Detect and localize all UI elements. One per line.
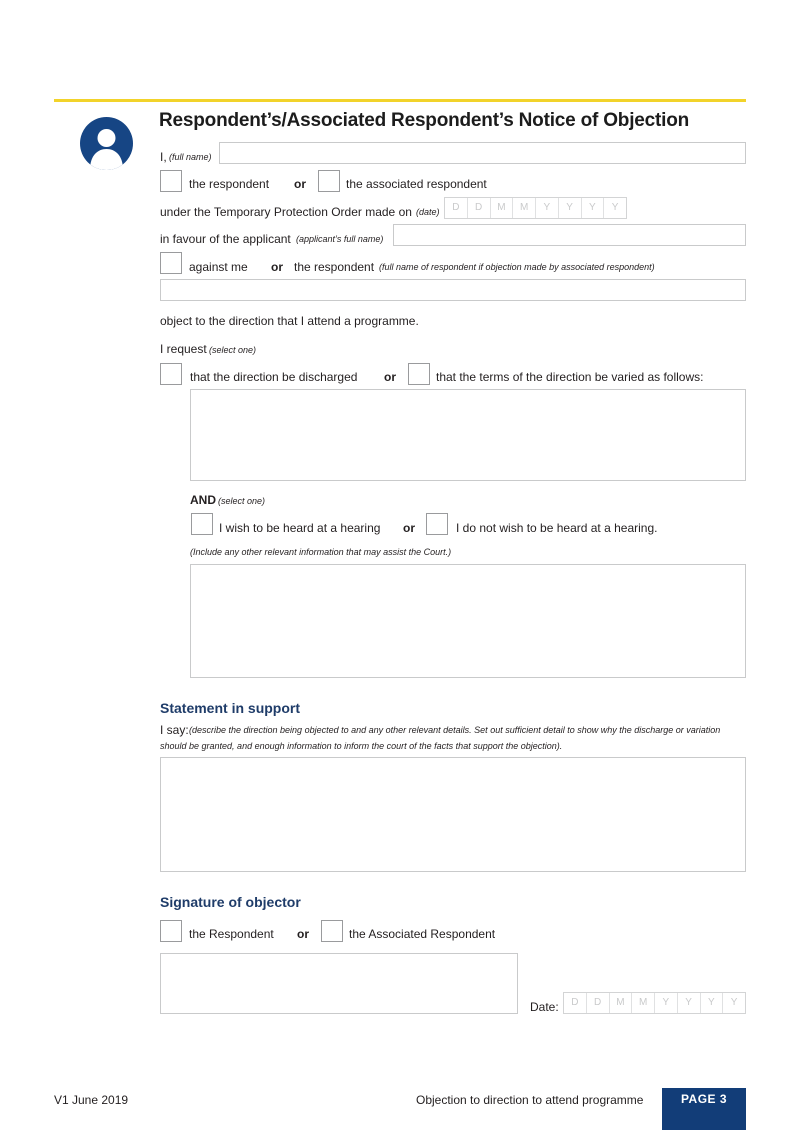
- associated-respondent-checkbox[interactable]: [318, 170, 340, 192]
- no-hearing-label: I do not wish to be heard at a hearing.: [456, 521, 658, 535]
- date-char: Y: [678, 993, 701, 1013]
- date-char: Y: [655, 993, 678, 1013]
- signature-associated-label: the Associated Respondent: [349, 927, 496, 941]
- i-say-label: I say:: [160, 723, 189, 737]
- footer-version: V1 June 2019: [54, 1093, 129, 1107]
- applicant-name-field[interactable]: [393, 224, 746, 246]
- full-name-hint: (full name): [169, 152, 212, 162]
- date-char: M: [610, 993, 633, 1013]
- signature-respondent-label: the Respondent: [189, 927, 274, 941]
- select-one-hint: (select one): [218, 496, 266, 506]
- respondent-name-hint: (full name of respondent if objection made by associated respondent): [379, 262, 655, 272]
- full-name-field[interactable]: [219, 142, 746, 164]
- and-label: AND: [190, 493, 216, 507]
- date-hint: (date): [416, 207, 440, 217]
- against-me-label: against me: [189, 260, 248, 274]
- no-hearing-checkbox[interactable]: [426, 513, 448, 535]
- signature-date-field[interactable]: [563, 992, 746, 1014]
- or-label: or: [271, 260, 283, 274]
- varied-label: that the terms of the direction be varied as follows:: [436, 370, 704, 384]
- statement-heading: Statement in support: [160, 700, 301, 716]
- person-icon: [80, 117, 133, 170]
- date-char: Y: [536, 198, 559, 218]
- signature-date-label: Date:: [530, 1000, 559, 1014]
- request-label: I request: [160, 342, 207, 356]
- statement-hint-line1: (describe the direction being objected to and any other relevant details. Set out sufficient detail to show why the discharge or variation: [189, 725, 721, 735]
- footer-doc-title: Objection to direction to attend programme: [416, 1093, 644, 1107]
- page-number-badge: [662, 1088, 746, 1130]
- order-label: under the Temporary Protection Order made on: [160, 205, 412, 219]
- date-char: D: [564, 993, 587, 1013]
- discharged-label: that the direction be discharged: [190, 370, 358, 384]
- signature-heading: Signature of objector: [160, 894, 301, 910]
- signature-field[interactable]: [160, 953, 518, 1014]
- date-char: Y: [611, 202, 619, 213]
- date-char: Y: [559, 198, 582, 218]
- include-hint: (Include any other relevant information that may assist the Court.): [190, 547, 452, 557]
- date-char: D: [445, 198, 468, 218]
- hearing-checkbox[interactable]: [191, 513, 213, 535]
- statement-hint-line2: should be granted, and enough information to inform the court of the facts that support the objection).: [160, 741, 563, 751]
- or-label: or: [403, 521, 415, 535]
- respondent-checkbox[interactable]: [160, 170, 182, 192]
- or-label: or: [384, 370, 396, 384]
- favour-label: in favour of the applicant: [160, 232, 291, 246]
- date-char: Y: [701, 993, 724, 1013]
- select-one-hint: (select one): [209, 345, 257, 355]
- or-label: or: [294, 177, 306, 191]
- additional-info-textarea[interactable]: [190, 564, 746, 678]
- i-label: I,: [160, 150, 167, 164]
- date-char: Y: [730, 997, 738, 1008]
- against-me-checkbox[interactable]: [160, 252, 182, 274]
- page-number: PAGE 3: [680, 1092, 728, 1106]
- or-label: or: [297, 927, 309, 941]
- respondent-label: the respondent: [189, 177, 270, 191]
- date-char: M: [632, 993, 655, 1013]
- variation-textarea[interactable]: [190, 389, 746, 481]
- signature-respondent-checkbox[interactable]: [160, 920, 182, 942]
- top-divider: [54, 99, 746, 102]
- statement-textarea[interactable]: [160, 757, 746, 872]
- date-char: M: [491, 198, 514, 218]
- applicant-hint: (applicant’s full name): [296, 234, 384, 244]
- varied-checkbox[interactable]: [408, 363, 430, 385]
- order-date-field[interactable]: [444, 197, 627, 219]
- date-char: D: [587, 993, 610, 1013]
- date-char: M: [513, 198, 536, 218]
- signature-associated-checkbox[interactable]: [321, 920, 343, 942]
- respondent-name-field[interactable]: [160, 279, 746, 301]
- the-respondent-label: the respondent: [294, 260, 375, 274]
- date-char: D: [468, 198, 491, 218]
- discharged-checkbox[interactable]: [160, 363, 182, 385]
- page-title: Respondent’s/Associated Respondent’s Notice of Objection: [159, 110, 690, 131]
- object-text: object to the direction that I attend a programme.: [160, 314, 419, 328]
- hearing-label: I wish to be heard at a hearing: [219, 521, 381, 535]
- date-char: Y: [582, 198, 605, 218]
- associated-respondent-label: the associated respondent: [346, 177, 487, 191]
